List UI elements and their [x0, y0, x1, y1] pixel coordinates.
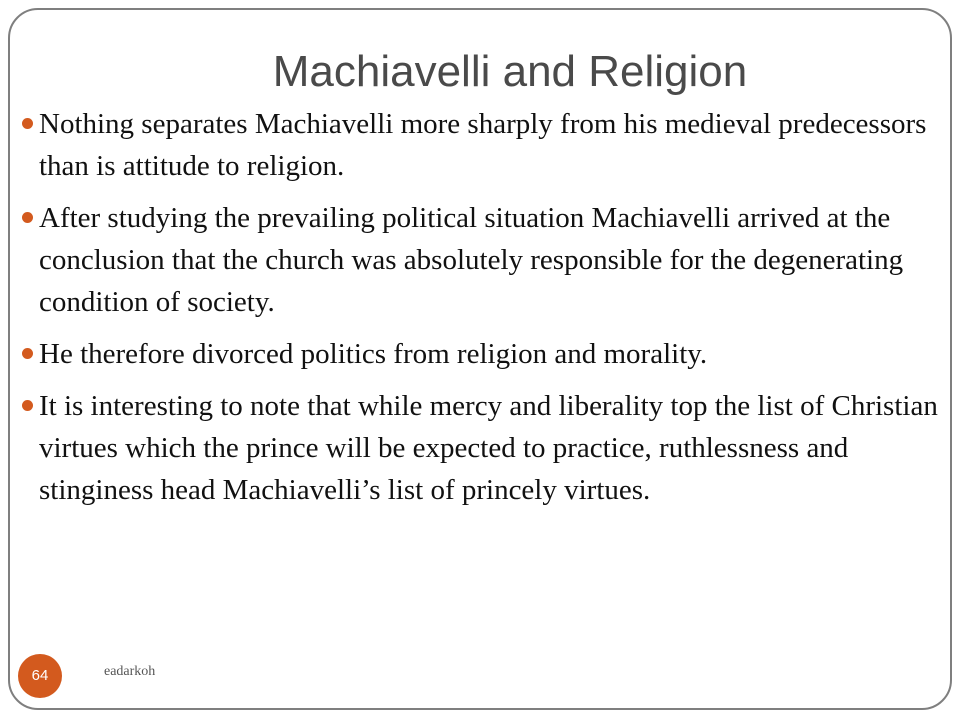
bullet-dot-icon	[22, 118, 33, 129]
slide-title: Machiavelli and Religion	[272, 47, 748, 96]
bullet-dot-icon	[22, 348, 33, 359]
bullet-item	[22, 103, 947, 187]
bullet-item	[22, 385, 947, 511]
page-number-badge: 64	[18, 654, 62, 698]
bullet-item	[22, 333, 947, 375]
bullet-dot-icon	[22, 400, 33, 411]
bullet-text: Nothing separates Machiavelli more sharply from his medieval predecessors than is attitude to religion.	[39, 108, 927, 182]
bullet-text: After studying the prevailing political situation Machiavelli arrived at the conclusion that the church was absolutely responsible for the degenerating condition of society.	[39, 202, 904, 318]
bullet-text: He therefore divorced politics from religion and morality.	[39, 338, 708, 370]
bullet-item	[22, 197, 947, 323]
bullet-list	[22, 103, 947, 521]
footer-author: eadarkoh	[104, 664, 156, 679]
bullet-dot-icon	[22, 212, 33, 223]
bullet-text: It is interesting to note that while mercy and liberality top the list of Christian virtues which the prince will be expected to practice, ruthlessness and stinginess head Machiavelli’s list of princely virtues.	[39, 390, 938, 506]
